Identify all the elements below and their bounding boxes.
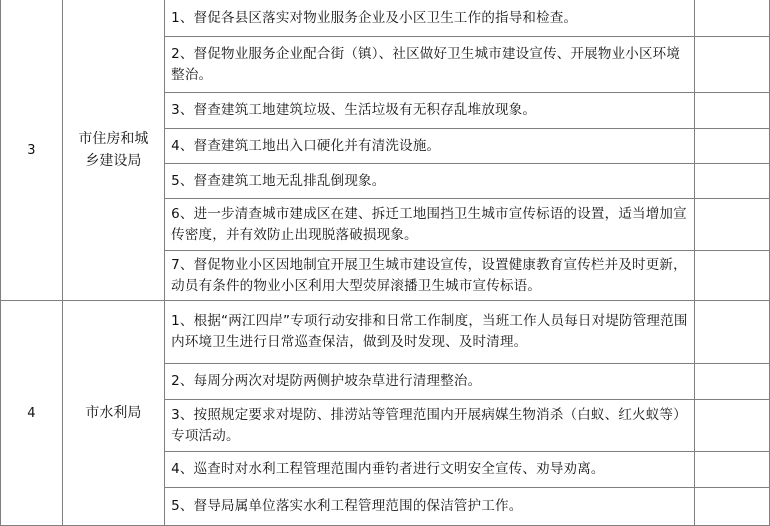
blank-cell (694, 400, 769, 452)
task-item: 4、督查建筑工地出入口硬化并有清洗设施。 (165, 129, 695, 164)
department-cell (62, 301, 164, 526)
blank-cell (694, 488, 769, 526)
department-cell (62, 0, 164, 301)
department-name: 市住房和城乡建设局 (78, 131, 149, 169)
blank-cell (694, 251, 769, 301)
blank-cell (694, 199, 769, 251)
blank-cell (694, 93, 769, 129)
blank-cell (694, 301, 769, 364)
table-row (1, 301, 770, 364)
task-item: 5、督导局属单位落实水利工程管理范围的保洁管护工作。 (165, 488, 695, 526)
task-item: 2、每周分两次对堤防两侧护坡杂草进行清理整治。 (165, 364, 695, 400)
task-item: 5、督查建筑工地无乱排乱倒现象。 (165, 164, 695, 199)
row-number: 3 (1, 0, 63, 301)
row-number: 4 (1, 301, 63, 526)
task-item: 3、按照规定要求对堤防、排涝站等管理范围内开展病媒生物消杀（白蚁、红火蚁等）专项活动。 (165, 400, 695, 452)
task-item: 3、督查建筑工地建筑垃圾、生活垃圾有无积存乱堆放现象。 (165, 93, 695, 129)
blank-cell (694, 164, 769, 199)
task-item: 4、巡查时对水利工程管理范围内垂钓者进行文明安全宣传、劝导劝离。 (165, 452, 695, 488)
task-item: 2、督促物业服务企业配合街（镇）、社区做好卫生城市建设宣传、开展物业小区环境整治。 (165, 37, 695, 93)
task-item: 1、根据“两江四岸”专项行动安排和日常工作制度，当班工作人员每日对堤防管理范围内环境卫生进行日常巡查保洁，做到及时发现、及时清理。 (165, 301, 695, 364)
task-item: 1、督促各县区落实对物业服务企业及小区卫生工作的指导和检查。 (165, 0, 695, 37)
table-row (1, 0, 770, 37)
blank-cell (694, 129, 769, 164)
blank-cell (694, 364, 769, 400)
blank-cell (694, 37, 769, 93)
blank-cell (694, 452, 769, 488)
task-item: 6、进一步清查城市建成区在建、拆迁工地围挡卫生城市宣传标语的设置，适当增加宣传密度，并有效防止出现脱落破损现象。 (165, 199, 695, 251)
department-name: 市水利局 (85, 405, 142, 421)
task-item: 7、督促物业小区因地制宜开展卫生城市建设宣传，设置健康教育宣传栏并及时更新，动员有条件的物业小区利用大型荧屏滚播卫生城市宣传标语。 (165, 251, 695, 301)
blank-cell (694, 0, 769, 37)
